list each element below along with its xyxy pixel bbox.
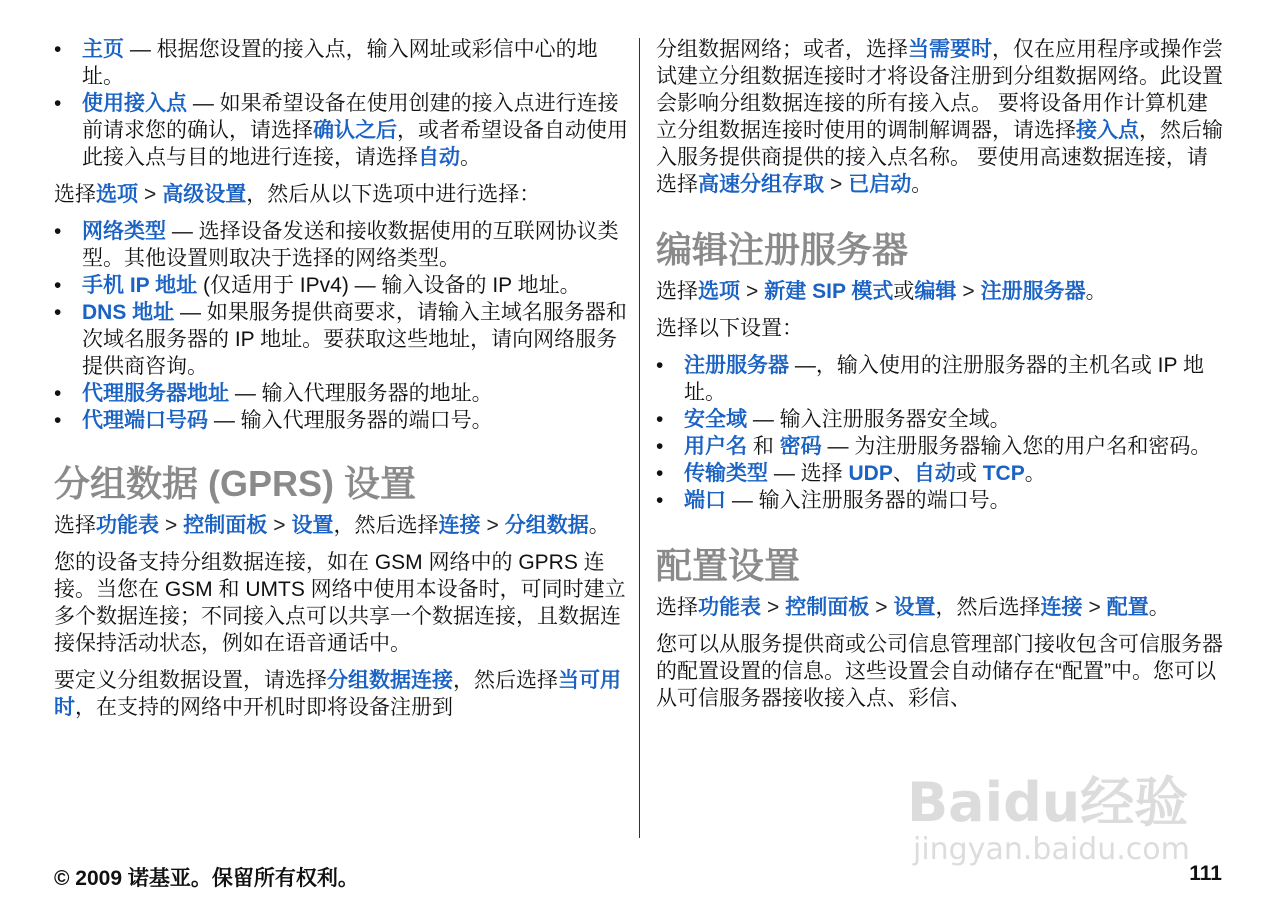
list-item: [54, 407, 628, 434]
link-control-panel[interactable]: 控制面板: [785, 596, 870, 619]
path-text: ，然后选择: [333, 514, 439, 537]
link-connection[interactable]: 连接: [1040, 596, 1083, 619]
list-item: [656, 460, 1226, 487]
path-separator: >: [875, 596, 888, 619]
item-text: — 输入代理服务器的端口号。: [208, 409, 493, 432]
link-use-access-point[interactable]: 使用接入点: [82, 92, 187, 115]
para-text: 分组数据网络；或者，选择: [656, 38, 908, 61]
link-packet-data[interactable]: 分组数据: [504, 514, 589, 537]
path-text: ，然后选择: [935, 596, 1041, 619]
list-item: [656, 352, 1226, 406]
section-heading-config: 配置设置: [656, 545, 801, 586]
path-separator: >: [273, 514, 286, 537]
link-edit[interactable]: 编辑: [914, 280, 957, 303]
path-separator: >: [767, 596, 780, 619]
item-text: — 如果希望设备在使用创建的接入点进行连接前请求您的确认，请选择: [82, 92, 619, 142]
para-text: ，在支持的网络中开机时即将设备注册到: [75, 696, 453, 719]
item-text: — 如果服务提供商要求，请输入主域名服务器和次域名服务器的 IP 地址。要获取这些地址，请向网络服务提供商咨询。: [82, 301, 627, 378]
link-transport-type[interactable]: 传输类型: [684, 462, 768, 485]
link-access-point[interactable]: 接入点: [1076, 119, 1139, 142]
baidu-watermark: [895, 760, 1225, 870]
item-text: — 选择设备发送和接收数据使用的互联网协议类型。其他设置则取决于选择的网络类型。: [82, 220, 619, 270]
item-text: 和: [747, 435, 780, 458]
path-text: 选择: [656, 596, 698, 619]
path-text: 选择: [54, 183, 96, 206]
link-proxy-port[interactable]: 代理端口号码: [82, 409, 208, 432]
path-separator: >: [1088, 596, 1101, 619]
list-item: [54, 299, 628, 380]
watermark-logo: Baidu经验: [907, 771, 1189, 834]
link-udp[interactable]: UDP: [848, 462, 893, 485]
path-text: 。: [588, 514, 610, 537]
gprs-paragraph: 您的设备支持分组数据连接，如在 GSM 网络中的 GPRS 连接。当您在 GSM 和 UMTS 网络中使用本设备时，可同时建立多个数据连接；不同接入点可以共享一个数据连接，且数据连接保持活动状态，例如在语音通话中。: [54, 551, 626, 655]
link-security-realm[interactable]: 安全域: [684, 408, 747, 431]
advanced-path: [54, 181, 628, 208]
sip-path: [656, 278, 1226, 305]
link-password[interactable]: 密码: [779, 435, 822, 458]
link-homepage[interactable]: 主页: [82, 38, 124, 61]
item-text: —，输入使用的注册服务器的主机名或 IP 地址。: [684, 354, 1204, 404]
list-item: [656, 487, 1226, 514]
para-text: ，然后选择: [453, 669, 558, 692]
item-text: — 选择: [768, 462, 849, 485]
item-text: ，或者希望设备自动使用此接入点与目的地进行连接，请选择: [82, 119, 628, 169]
gprs-continuation-paragraph: [656, 36, 1226, 198]
item-text: 、: [892, 462, 914, 485]
link-control-panel[interactable]: 控制面板: [183, 514, 268, 537]
link-configuration[interactable]: 配置: [1106, 596, 1149, 619]
link-menu[interactable]: 功能表: [96, 514, 159, 537]
watermark-url: jingyan.baidu.com: [913, 832, 1190, 867]
link-username[interactable]: 用户名: [684, 435, 747, 458]
link-after-confirm[interactable]: 确认之后: [313, 119, 397, 142]
link-when-available[interactable]: 当可用时: [54, 669, 621, 719]
item-text: (仅适用于 IPv4) — 输入设备的 IP 地址。: [197, 274, 581, 297]
sip-intro: 选择以下设置：: [656, 317, 803, 340]
para-text: 要定义分组数据设置，请选择: [54, 669, 327, 692]
link-network-type[interactable]: 网络类型: [82, 220, 166, 243]
para-text: ，然后输入服务提供商提供的接入点名称。 要使用高速数据连接，请选择: [656, 119, 1223, 196]
list-item: [54, 218, 628, 272]
item-text: 。: [460, 146, 481, 169]
item-text: — 为注册服务器输入您的用户名和密码。: [821, 435, 1212, 458]
item-text: — 输入代理服务器的地址。: [229, 382, 493, 405]
link-port[interactable]: 端口: [684, 489, 726, 512]
right-column: [656, 36, 1226, 722]
left-column: [54, 36, 628, 731]
path-separator: >: [165, 514, 178, 537]
link-options[interactable]: 选项: [96, 183, 138, 206]
list-item: [54, 380, 628, 407]
list-item: [656, 406, 1226, 433]
path-separator: >: [144, 183, 157, 206]
path-separator: >: [962, 280, 975, 303]
path-separator: >: [830, 173, 843, 196]
link-proxy-address[interactable]: 代理服务器地址: [82, 382, 229, 405]
path-text: 。: [1148, 596, 1170, 619]
column-divider: [639, 38, 640, 838]
para-text: 。: [911, 173, 933, 196]
link-tcp[interactable]: TCP: [982, 462, 1025, 485]
config-path: [656, 594, 1226, 621]
link-auto[interactable]: 自动: [913, 462, 956, 485]
section-heading-sip: 编辑注册服务器: [656, 229, 909, 270]
path-text: 或: [893, 280, 915, 303]
link-packet-data-connection[interactable]: 分组数据连接: [327, 669, 453, 692]
path-separator: >: [486, 514, 499, 537]
link-options[interactable]: 选项: [698, 280, 740, 303]
config-paragraph: 您可以从服务提供商或公司信息管理部门接收包含可信服务器的配置设置的信息。这些设置会自动储存在“配置”中。您可以从可信服务器接收接入点、彩信、: [656, 633, 1223, 710]
access-point-list: [54, 36, 628, 171]
list-item: [54, 272, 628, 299]
link-advanced-settings[interactable]: 高级设置: [162, 183, 247, 206]
path-text: 选择: [656, 280, 698, 303]
path-text: ，然后从以下选项中进行选择：: [246, 183, 541, 206]
link-settings[interactable]: 设置: [291, 514, 334, 537]
item-text: — 输入注册服务器安全域。: [747, 408, 1011, 431]
page-number: 111: [1189, 862, 1222, 885]
advanced-options-list: [54, 218, 628, 434]
sip-settings-list: [656, 352, 1226, 514]
list-item: [656, 433, 1226, 460]
gprs-define-paragraph: [54, 667, 628, 721]
link-when-needed[interactable]: 当需要时: [908, 38, 992, 61]
link-hspa[interactable]: 高速分组存取: [698, 173, 824, 196]
link-settings[interactable]: 设置: [893, 596, 936, 619]
path-separator: >: [746, 280, 759, 303]
para-text: ，仅在应用程序或操作尝试建立分组数据连接时才将设备注册到分组数据网络。此设置会影响分组数据连接的所有接入点。 要将设备用作计算机建立分组数据连接时使用的调制解调器，请选择: [656, 38, 1223, 142]
link-phone-ip[interactable]: 手机 IP 地址: [82, 274, 198, 297]
path-text: 。: [1085, 280, 1107, 303]
item-text: 或: [955, 462, 983, 485]
list-item: [54, 90, 628, 171]
link-enabled[interactable]: 已启动: [848, 173, 912, 196]
copyright: © 2009 诺基亚。保留所有权利。: [54, 867, 359, 890]
link-registrar[interactable]: 注册服务器: [980, 280, 1086, 303]
item-text: — 输入注册服务器的端口号。: [726, 489, 1011, 512]
item-text: — 根据您设置的接入点，输入网址或彩信中心的地址。: [82, 38, 598, 88]
list-item: [54, 36, 628, 90]
item-text: 。: [1024, 462, 1046, 485]
link-automatic[interactable]: 自动: [418, 146, 460, 169]
link-connection[interactable]: 连接: [438, 514, 481, 537]
link-dns-address[interactable]: DNS 地址: [82, 301, 175, 324]
link-new-sip-profile[interactable]: 新建 SIP 模式: [764, 280, 894, 303]
gprs-path: [54, 512, 628, 539]
link-registrar-server[interactable]: 注册服务器: [684, 354, 789, 377]
path-text: 选择: [54, 514, 96, 537]
section-heading-gprs: 分组数据 (GPRS) 设置: [54, 463, 417, 504]
link-menu[interactable]: 功能表: [698, 596, 761, 619]
